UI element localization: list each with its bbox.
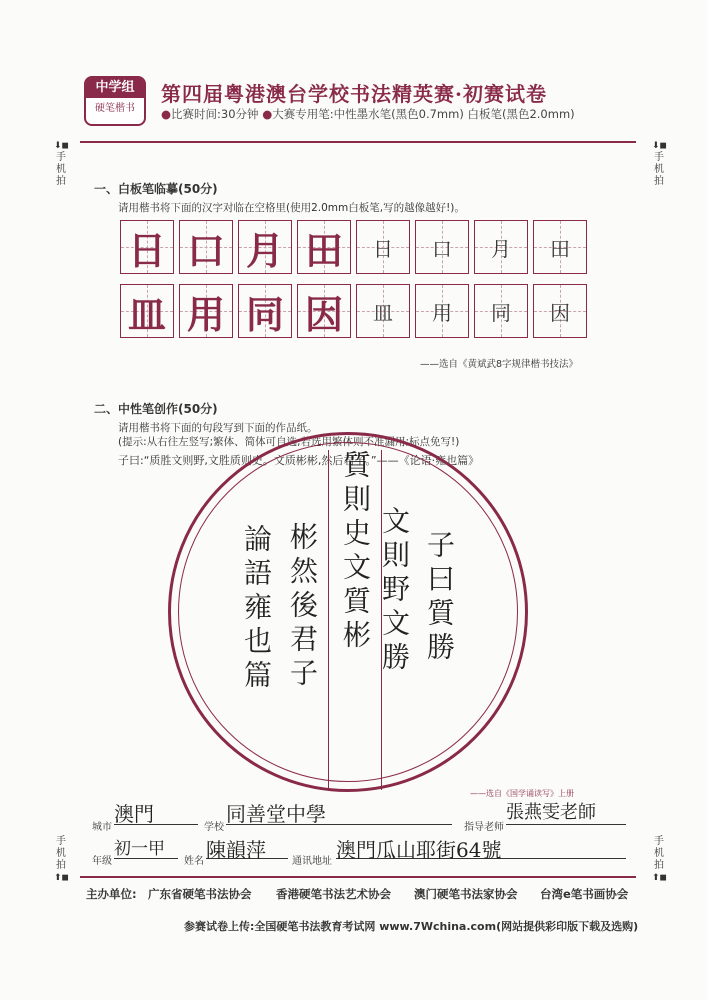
grade-field[interactable]: 初一甲 [114, 834, 178, 859]
work-column-1: 子曰質勝 [423, 530, 456, 666]
work-column-5: 論語雍也篇 [240, 524, 273, 694]
exam-time: 比赛时间:30分钟 [171, 107, 259, 121]
footer-divider [80, 876, 636, 878]
model-cell: 口 [179, 220, 233, 274]
copy-cell: 月 [474, 220, 528, 274]
copy-cell: 因 [533, 284, 587, 338]
work-column-3: 質則史文質彬 [328, 450, 382, 790]
teacher-label: 指导老师 [464, 822, 504, 833]
camera-icon: ⬇◼ [54, 141, 70, 151]
organizer-3: 澳门硬笔书法家协会 [414, 887, 518, 901]
copy-cell: 皿 [356, 284, 410, 338]
section1-source: ——选自《黄斌武8字规律楷书技法》 [420, 359, 579, 370]
section2-heading: 二、中性笔创作(50分) [94, 402, 218, 416]
exam-pens: 大赛专用笔:中性墨水笔(黑色0.7mm) 白板笔(黑色2.0mm) [272, 107, 575, 121]
side-marker-top-left [54, 140, 68, 188]
header-divider [80, 141, 636, 143]
address-field[interactable]: 澳門瓜山耶街64號 [336, 834, 626, 859]
camera-icon: ⬇◼ [652, 141, 668, 151]
copy-cell: 日 [356, 220, 410, 274]
organizer-2: 香港硬笔书法艺术协会 [276, 887, 391, 901]
side-label: 手机拍 [56, 152, 66, 187]
address-label: 通讯地址 [292, 856, 332, 867]
model-cell: 同 [238, 284, 292, 338]
school-label: 学校 [204, 822, 224, 833]
copy-grid [120, 220, 592, 338]
section2-instruction: 请用楷书将下面的句段写到下面的作品纸。 [118, 422, 318, 434]
badge-style-label: 硬笔楷书 [95, 103, 135, 114]
camera-icon: ⬆◼ [54, 873, 70, 883]
work-annotation: ——选自《国学诵读写》上册 [470, 789, 574, 798]
exam-info [161, 106, 575, 122]
copy-cell: 田 [533, 220, 587, 274]
side-marker-bottom-right [652, 836, 666, 884]
city-field[interactable]: 澳門 [114, 798, 198, 825]
bullet-icon: ● [161, 107, 172, 121]
copy-cell: 口 [415, 220, 469, 274]
model-cell: 日 [120, 220, 174, 274]
bullet-icon: ● [262, 107, 273, 121]
name-field[interactable]: 陳韻萍 [206, 834, 288, 859]
page-title: 第四届粤港澳台学校书法精英赛·初赛试卷 [161, 82, 547, 106]
side-label: 手机拍 [654, 836, 664, 871]
work-column-2: 文則野文勝 [378, 506, 411, 676]
copy-grid-row2 [120, 284, 592, 338]
model-cell: 用 [179, 284, 233, 338]
name-label: 姓名 [184, 856, 204, 867]
copy-grid-row1 [120, 220, 592, 274]
side-marker-top-right [652, 140, 666, 188]
school-field[interactable]: 同善堂中學 [226, 798, 452, 825]
work-column-4: 彬然後君子 [286, 522, 319, 692]
city-label: 城市 [92, 822, 112, 833]
organizer-1: 广东省硬笔书法协会 [148, 887, 252, 901]
side-marker-bottom-left [54, 836, 68, 884]
copy-cell: 同 [474, 284, 528, 338]
section2-quote: 子曰:“质胜文则野,文胜质则史。文质彬彬,然后君子。”——《论语·雍也篇》 [118, 454, 480, 467]
section2-hint: (提示:从右往左竖写;繁体、简体可自选,若选用繁体则不准漏用;标点免写!) [118, 436, 460, 448]
teacher-field[interactable]: 張燕雯老師 [506, 798, 626, 825]
model-cell: 田 [297, 220, 351, 274]
side-label: 手机拍 [56, 836, 66, 871]
model-cell: 月 [238, 220, 292, 274]
grade-label: 年级 [92, 856, 112, 867]
camera-icon: ⬆◼ [652, 873, 668, 883]
section1-instruction: 请用楷书将下面的汉字对临在空格里(使用2.0mm白板笔,写的越像越好!)。 [118, 202, 465, 214]
copy-cell: 用 [415, 284, 469, 338]
organizer-4: 台湾e笔书画协会 [540, 887, 629, 901]
model-cell: 皿 [120, 284, 174, 338]
upload-info: 参赛试卷上传:全国硬笔书法教育考试网 www.7Wchina.com(网站提供彩印版下载及选购) [184, 920, 639, 933]
section1-heading: 一、白板笔临摹(50分) [94, 182, 218, 196]
model-cell: 因 [297, 284, 351, 338]
organizers-label: 主办单位: [86, 887, 137, 901]
side-label: 手机拍 [654, 152, 664, 187]
badge-group-label: 中学组 [86, 78, 144, 98]
group-badge [84, 76, 146, 126]
